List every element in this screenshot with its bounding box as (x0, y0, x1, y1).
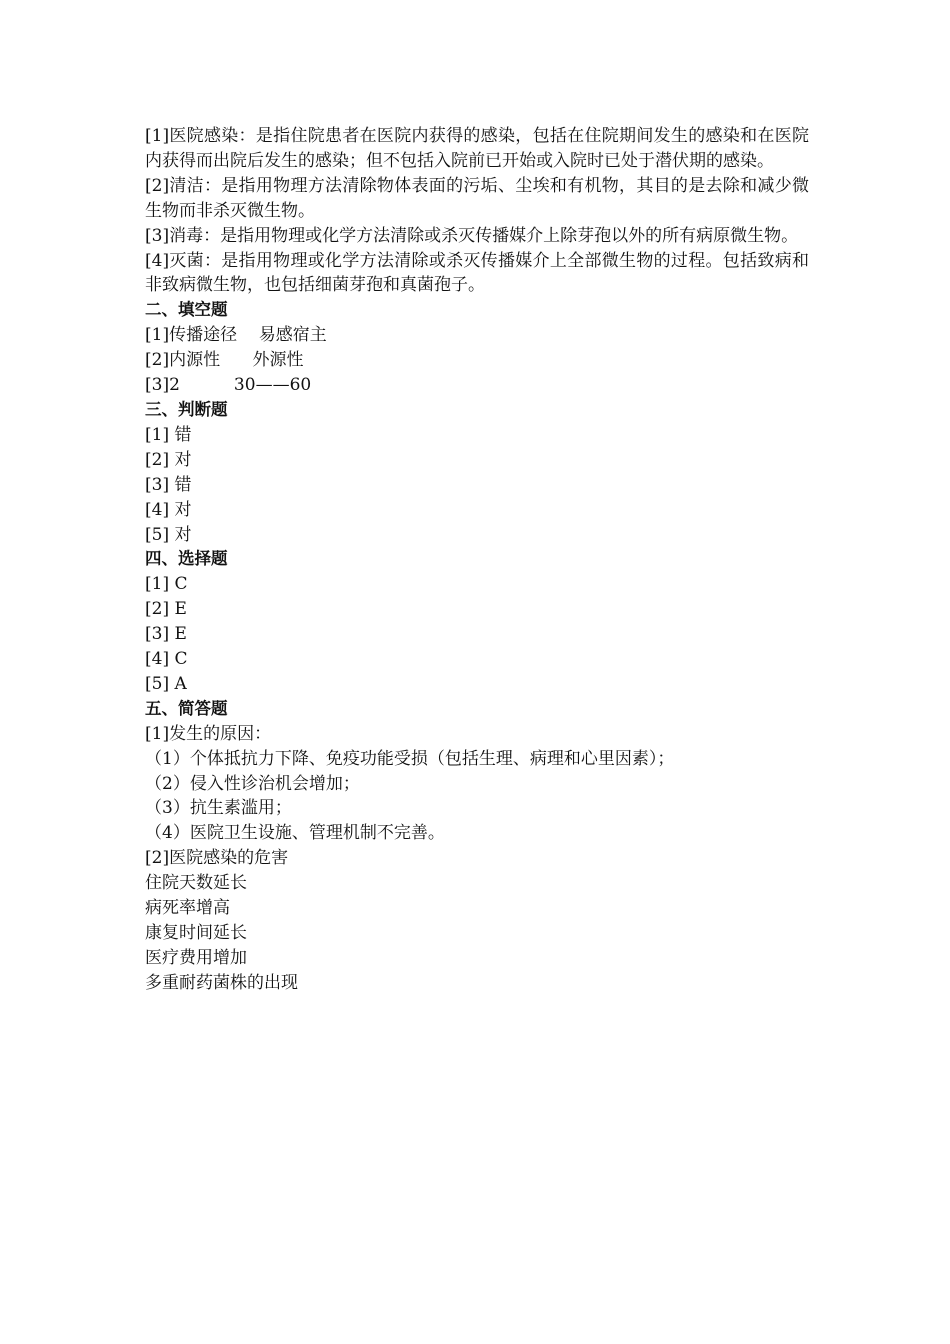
true-false-answer: [4] 对 (145, 499, 192, 520)
short-answer-q2-item: 康复时间延长 (145, 923, 247, 943)
short-answer-q2-item: 医疗费用增加 (145, 947, 247, 968)
section-heading-true-false: 三、判断题 (145, 399, 228, 419)
short-answer-q2-title: [2]医院感染的危害 (145, 848, 289, 869)
definition-hospital-infection: [1]医院感染：是指住院患者在医院内获得的感染，包括在住院期间发生的感染和在医院内获得而出院后发生的感染；但不包括入院前已开始或入院时已处于潜伏期的感染。 (145, 126, 809, 171)
definition-disinfection: [3]消毒：是指用物理或化学方法清除或杀灭传播媒介上除芽孢以外的所有病原微生物。 (145, 225, 799, 246)
short-answer-q2-item: 住院天数延长 (145, 873, 247, 894)
definition-cleaning: [2]清洁：是指用物理方法清除物体表面的污垢、尘埃和有机物，其目的是去除和减少微生物而非杀灭微生物。 (145, 175, 809, 221)
true-false-answer: [2] 对 (145, 449, 192, 470)
short-answer-q1-item: （1）个体抵抗力下降、免疫功能受损（包括生理、病理和心里因素）； (145, 748, 675, 769)
true-false-answer: [5] 对 (145, 524, 192, 545)
multiple-choice-answer: [3] E (145, 624, 187, 645)
section-heading-short-answer: 五、简答题 (145, 698, 228, 718)
section-heading-multiple-choice: 四、选择题 (145, 549, 228, 569)
true-false-answer: [3] 错 (145, 474, 192, 495)
true-false-answer: [1] 错 (145, 424, 192, 445)
short-answer-q1-item: （4）医院卫生设施、管理机制不完善。 (145, 823, 445, 844)
short-answer-q1-item: （3）抗生素滥用； (145, 798, 292, 819)
multiple-choice-answer: [4] C (145, 649, 188, 670)
short-answer-q1-item: （2）侵入性诊治机会增加； (145, 773, 360, 794)
section-heading-fill-blank: 二、填空题 (145, 300, 228, 320)
short-answer-q2-item: 多重耐药菌株的出现 (145, 972, 298, 993)
fill-blank-answer: [1]传播途径 易感宿主 (145, 325, 327, 346)
document-page (145, 124, 809, 996)
definition-sterilization: [4]灭菌：是指用物理或化学方法清除或杀灭传播媒介上全部微生物的过程。包括致病和非致病微生物，也包括细菌芽孢和真菌孢子。 (145, 250, 809, 296)
multiple-choice-answer: [5] A (145, 673, 187, 694)
short-answer-q1-title: [1]发生的原因： (145, 723, 272, 744)
fill-blank-answer: [2]内源性 外源性 (145, 350, 304, 371)
fill-blank-answer: [3]2 30——60 (145, 375, 312, 396)
short-answer-q2-item: 病死率增高 (145, 898, 230, 919)
multiple-choice-answer: [2] E (145, 599, 187, 620)
multiple-choice-answer: [1] C (145, 574, 188, 595)
